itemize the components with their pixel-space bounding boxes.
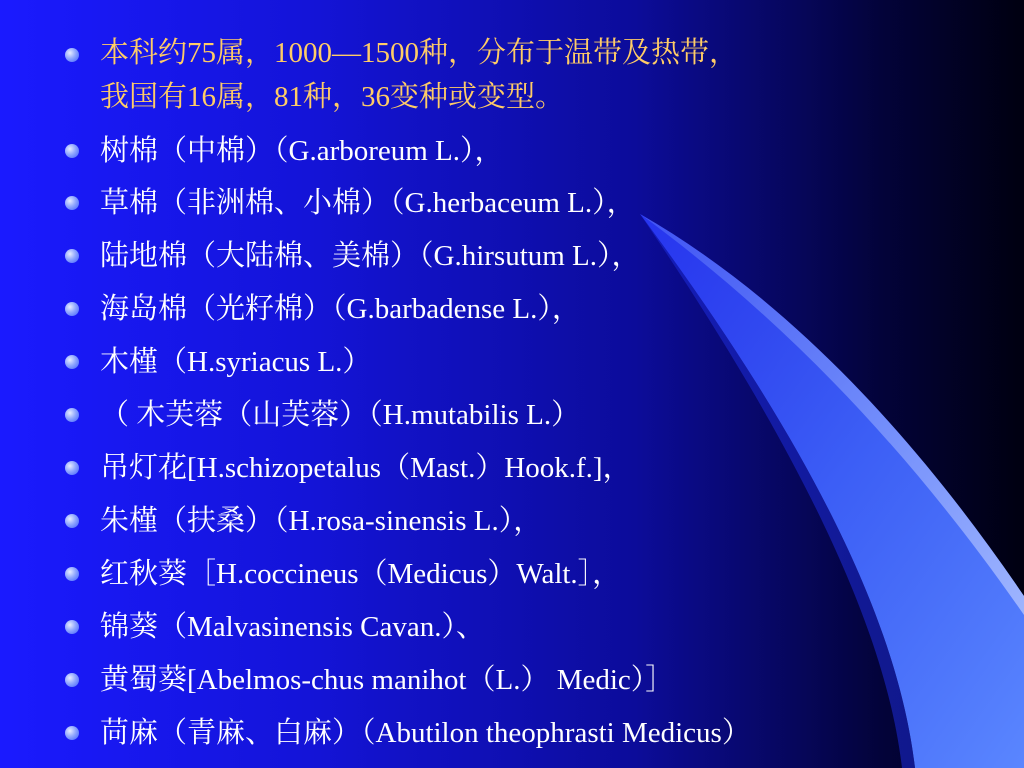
bullet-text-line: 我国有16属，81种，36变种或变型。	[100, 81, 565, 113]
bullet-text-line: 本科约75属，1000—1500种，分布于温带及热带，	[100, 37, 739, 69]
bullet-dot-icon	[65, 355, 79, 369]
bullet-text-line: 陆地棉（大陆棉、美棉）（G.hirsutum L.），	[100, 240, 641, 272]
bullet-text-line: 锦葵（Malvasinensis Cavan.）、	[100, 611, 486, 643]
bullet-dot-icon	[65, 408, 79, 422]
bullet-dot-icon	[65, 514, 79, 528]
bullet-dot-icon	[65, 567, 79, 581]
bullet-text-line: 吊灯花[H.schizopetalus（Mast.）Hook.f.]，	[100, 452, 632, 484]
bullet-text-line: 树棉（中棉）（G.arboreum L.），	[100, 135, 504, 167]
bullet-text-line: 木槿（H.syriacus L.）	[100, 346, 372, 378]
bullet-dot-icon	[65, 48, 79, 62]
bullet-dot-icon	[65, 302, 79, 316]
bullet-text-line: 苘麻（青麻、白麻）（Abutilon theophrasti Medicus）	[100, 717, 751, 749]
bullet-dot-icon	[65, 726, 79, 740]
bullet-dot-icon	[65, 249, 79, 263]
bullet-text-line: 红秋葵［H.coccineus（Medicus）Walt.］，	[100, 558, 622, 590]
bullet-dot-icon	[65, 196, 79, 210]
bullet-text-line: 草棉（非洲棉、小棉）（G.herbaceum L.），	[100, 187, 636, 219]
bullet-text-line: （ 木芙蓉（山芙蓉）（H.mutabilis L.）	[100, 399, 581, 431]
bullet-dot-icon	[65, 461, 79, 475]
bullet-text-line: 黄蜀葵[Abelmos-chus manihot（L.） Medic）］	[100, 664, 675, 696]
bullet-dot-icon	[65, 620, 79, 634]
bullet-text-line: 朱槿（扶桑）（H.rosa-sinensis L.），	[100, 505, 543, 537]
bullet-dot-icon	[65, 673, 79, 687]
bullet-dot-icon	[65, 144, 79, 158]
bullet-text-line: 海岛棉（光籽棉）（G.barbadense L.），	[100, 293, 581, 325]
